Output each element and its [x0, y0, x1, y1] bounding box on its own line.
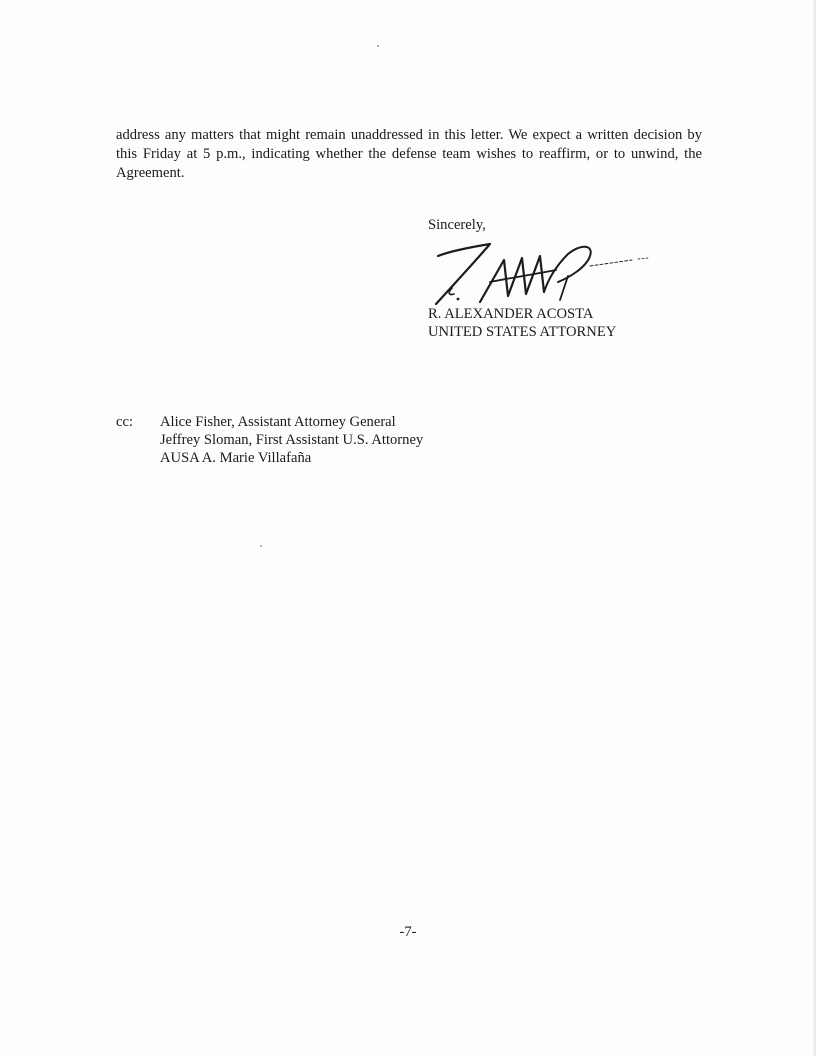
- handwritten-signature: [418, 236, 658, 308]
- signer-title: UNITED STATES ATTORNEY: [428, 324, 617, 340]
- cc-label: cc:: [116, 414, 134, 430]
- scan-speck: [260, 545, 262, 547]
- closing-paragraph: [116, 126, 702, 183]
- cc-recipient: Alice Fisher, Assistant Attorney General: [160, 414, 396, 430]
- scan-speck: [377, 45, 379, 47]
- paragraph-line: address any matters that might remain unaddressed in this letter. We expect a written decision by: [116, 127, 702, 143]
- complimentary-close: Sincerely,: [428, 217, 486, 233]
- cc-recipient: AUSA A. Marie Villafaña: [160, 450, 312, 466]
- paragraph-line: this Friday at 5 p.m., indicating whether the defense team wishes to reaffirm, or to unwind, the: [116, 146, 702, 162]
- paragraph-line: Agreement.: [116, 165, 185, 181]
- signature-block: [428, 305, 616, 341]
- cc-recipient: Jeffrey Sloman, First Assistant U.S. Attorney: [160, 432, 424, 448]
- page-number: -7-: [399, 924, 417, 940]
- cc-recipients: [160, 413, 423, 467]
- signer-name: R. ALEXANDER ACOSTA: [428, 306, 594, 322]
